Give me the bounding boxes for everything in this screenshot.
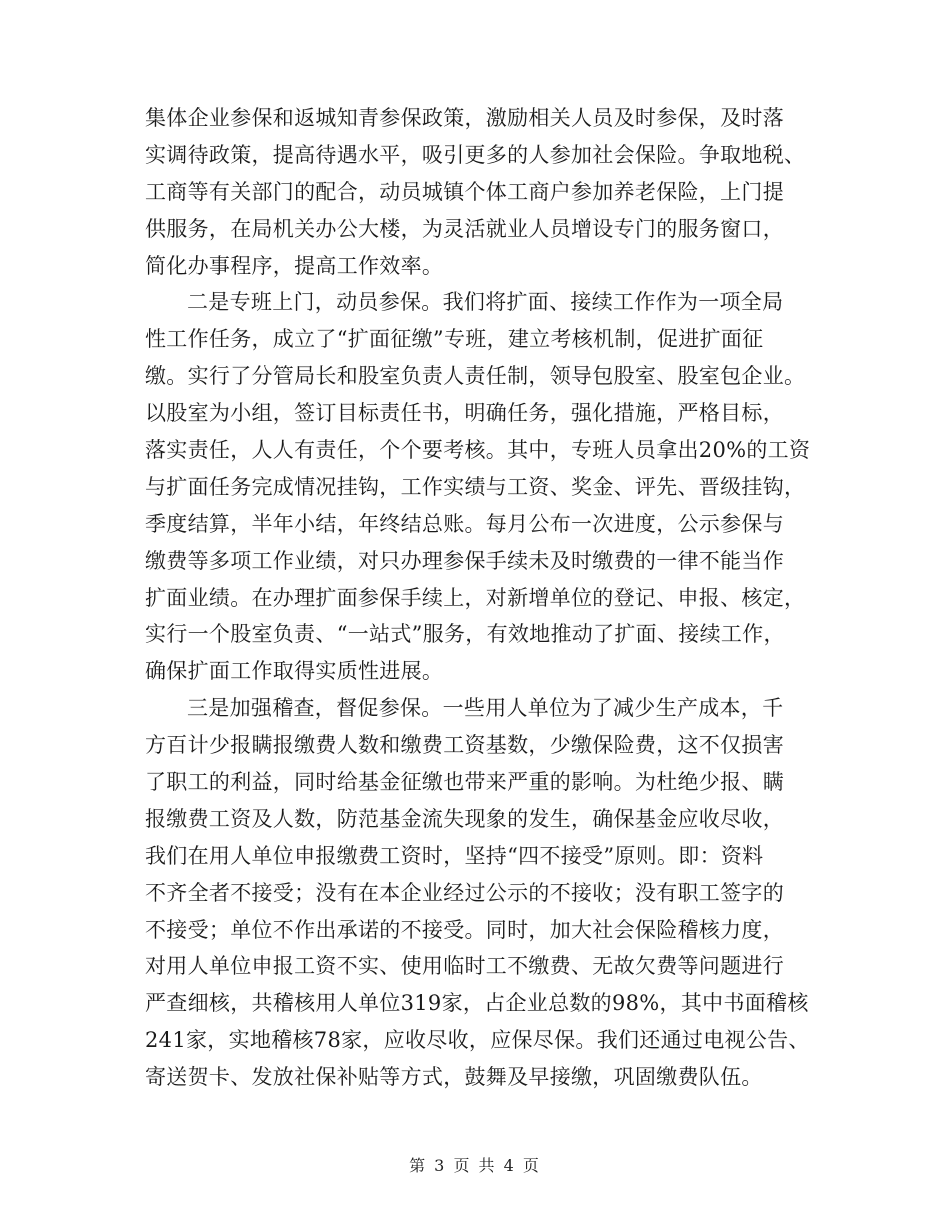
paragraph-first-line: 三是加强稽查，督促参保。一些用人单位为了减少生产成本，千 <box>187 696 784 721</box>
body-text <box>145 100 810 1096</box>
text-line: 严查细核，共稽核用人单位319家，占企业总数的98%，其中书面稽核 <box>145 991 809 1016</box>
text-line: 寄送贺卡、发放社保补贴等方式，鼓舞及早接缴，巩固缴费队伍。 <box>145 1065 763 1090</box>
text-line: 以股室为小组，签订目标责任书，明确任务，强化措施，严格目标， <box>145 401 784 426</box>
text-line: 缴费等多项工作业绩，对只办理参保手续未及时缴费的一律不能当作 <box>145 548 784 573</box>
paragraph-first-line: 二是专班上门，动员参保。我们将扩面、接续工作作为一项全局 <box>187 290 784 315</box>
text-line: 实行一个股室负责、“一站式”服务，有效地推动了扩面、接续工作， <box>145 622 785 647</box>
text-line: 了职工的利益，同时给基金征缴也带来严重的影响。为杜绝少报、瞒 <box>145 770 784 795</box>
page-number-footer: 第 3 页 共 4 页 <box>409 1156 541 1175</box>
text-line: 扩面业绩。在办理扩面参保手续上，对新增单位的登记、申报、核定， <box>145 585 806 610</box>
text-line: 与扩面任务完成情况挂钩，工作实绩与工资、奖金、评先、晋级挂钩， <box>145 474 806 499</box>
text-line: 集体企业参保和返城知青参保政策，激励相关人员及时参保，及时落 <box>145 106 784 130</box>
text-line: 不接受；单位不作出承诺的不接受。同时，加大社会保险稽核力度， <box>145 917 784 942</box>
text-line: 方百计少报瞒报缴费人数和缴费工资基数，少缴保险费，这不仅损害 <box>145 733 784 758</box>
text-line: 我们在用人单位申报缴费工资时，坚持“四不接受”原则。即：资料 <box>145 843 764 868</box>
text-line: 对用人单位申报工资不实、使用临时工不缴费、无故欠费等问题进行 <box>145 954 784 979</box>
text-line: 简化办事程序，提高工作效率。 <box>145 253 444 278</box>
text-line: 供服务，在局机关办公大楼，为灵活就业人员增设专门的服务窗口， <box>145 216 784 241</box>
text-line: 缴。实行了分管局长和股室负责人责任制，领导包股室、股室包企业。 <box>145 364 806 389</box>
text-line: 落实责任，人人有责任，个个要考核。其中，专班人员拿出20%的工资 <box>145 438 811 463</box>
text-line: 确保扩面工作取得实质性进展。 <box>145 659 444 684</box>
text-line: 报缴费工资及人数，防范基金流失现象的发生，确保基金应收尽收， <box>145 806 784 831</box>
text-line: 季度结算，半年小结，年终结总账。每月公布一次进度，公示参保与 <box>145 511 784 536</box>
text-line: 241家，实地稽核78家，应收尽收，应保尽保。我们还通过电视公告、 <box>145 1028 810 1053</box>
text-line: 不齐全者不接受；没有在本企业经过公示的不接收；没有职工签字的 <box>145 880 784 905</box>
text-line: 性工作任务，成立了“扩面征缴”专班，建立考核机制，促进扩面征 <box>145 327 764 352</box>
text-line: 实调待政策，提高待遇水平，吸引更多的人参加社会保险。争取地税、 <box>145 142 806 167</box>
text-line: 工商等有关部门的配合，动员城镇个体工商户参加养老保险，上门提 <box>145 179 784 204</box>
